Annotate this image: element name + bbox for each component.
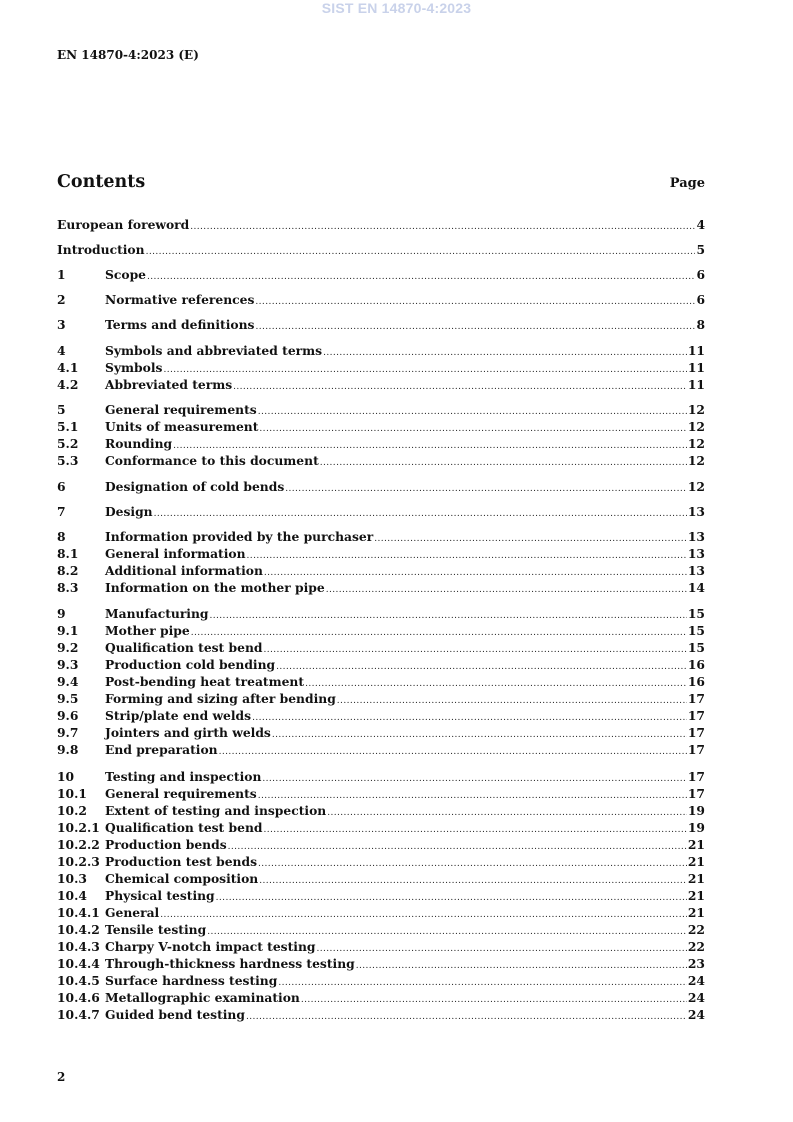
toc-entry-title: Forming and sizing after bending: [105, 691, 336, 706]
toc-entry-number: 10.2: [57, 803, 87, 818]
toc-entry-number: 10: [57, 769, 75, 784]
toc-entry[interactable]: [57, 741, 705, 758]
toc-entry-title: Physical testing: [105, 888, 215, 903]
toc-entry[interactable]: [57, 768, 705, 785]
toc-entry[interactable]: [57, 989, 705, 1006]
toc-entry-title: Production bends: [105, 837, 227, 852]
toc-entry[interactable]: [57, 376, 705, 393]
dot-leader: [255, 294, 695, 311]
toc-entry-number: 9.1: [57, 623, 79, 638]
toc-entry-page: 17: [687, 742, 705, 757]
toc-entry-page: 5: [696, 242, 705, 257]
toc-entry-title: Abbreviated terms: [105, 377, 233, 392]
toc-entry-page: 17: [687, 691, 705, 706]
toc-entry-title: Surface hardness testing: [105, 973, 278, 988]
toc-entry-number: 10.1: [57, 786, 87, 801]
toc-entry-page: 22: [687, 922, 705, 937]
toc-entry-page: 12: [687, 479, 705, 494]
toc-entry[interactable]: [57, 802, 705, 819]
toc-entry-title: Tensile testing: [105, 922, 207, 937]
toc-entry-page: 12: [687, 453, 705, 468]
toc-entry[interactable]: [57, 528, 705, 545]
toc-entry-number: 10.3: [57, 871, 87, 886]
toc-entry[interactable]: [57, 241, 705, 258]
toc-entry-title: Introduction: [57, 242, 145, 257]
toc-entry-number: 10.2.2: [57, 837, 100, 852]
toc-entry-number: 10.4.3: [57, 939, 100, 954]
toc-entry-number: 8.1: [57, 546, 79, 561]
toc-entry-number: 9.3: [57, 657, 79, 672]
toc-entry-title: Information on the mother pipe: [105, 580, 325, 595]
toc-entry-number: 5: [57, 402, 66, 417]
toc-entry-page: 15: [687, 606, 705, 621]
toc-entry-number: 9.8: [57, 742, 79, 757]
toc-entry-page: 13: [687, 546, 705, 561]
toc-entry-number: 9.7: [57, 725, 79, 740]
toc-entry-number: 10.4.7: [57, 1007, 100, 1022]
toc-entry-title: General: [105, 905, 160, 920]
toc-entry-page: 8: [696, 317, 705, 332]
document-id: EN 14870-4:2023 (E): [57, 48, 199, 62]
toc-entry-title: Mother pipe: [105, 623, 190, 638]
toc-entry-title: Post-bending heat treatment: [105, 674, 305, 689]
toc-entry[interactable]: [57, 1006, 705, 1023]
toc-entry-title: Metallographic examination: [105, 990, 300, 1005]
toc-entry-page: 14: [687, 580, 705, 595]
toc-entry[interactable]: [57, 656, 705, 673]
toc-entry[interactable]: [57, 266, 705, 283]
toc-entry-title: Symbols: [105, 360, 163, 375]
toc-entry-page: 12: [687, 436, 705, 451]
toc-entry-number: 10.4.2: [57, 922, 100, 937]
toc-entry-number: 9.2: [57, 640, 79, 655]
toc-entry-page: 12: [687, 402, 705, 417]
toc-entry[interactable]: [57, 870, 705, 887]
toc-entry-title: European foreword: [57, 217, 190, 232]
toc-entry-number: 6: [57, 479, 66, 494]
toc-entry-number: 3: [57, 317, 66, 332]
toc-entry-page: 19: [687, 803, 705, 818]
toc-entry-number: 4: [57, 343, 66, 358]
toc-entry[interactable]: [57, 938, 705, 955]
toc-entry[interactable]: [57, 853, 705, 870]
toc-entry-page: 16: [687, 657, 705, 672]
dot-leader: [233, 379, 687, 396]
dot-leader: [285, 481, 687, 498]
toc-entry-page: 21: [687, 854, 705, 869]
toc-entry-page: 24: [687, 973, 705, 988]
page-number: 2: [57, 1070, 66, 1084]
toc-entry-page: 21: [687, 871, 705, 886]
toc-entry-title: Additional information: [105, 563, 263, 578]
toc-entry[interactable]: [57, 478, 705, 495]
toc-entry-number: 9.6: [57, 708, 79, 723]
toc-entry-title: Qualification test bend: [105, 820, 263, 835]
dot-leader: [320, 455, 687, 472]
toc-entry[interactable]: [57, 785, 705, 802]
toc-entry-title: Production cold bending: [105, 657, 276, 672]
toc-entry-page: 21: [687, 888, 705, 903]
toc-entry-title: Guided bend testing: [105, 1007, 245, 1022]
toc-entry-title: Conformance to this document: [105, 453, 319, 468]
contents-heading: Contents: [57, 172, 146, 192]
toc-entry-number: 7: [57, 504, 66, 519]
toc-entry-page: 6: [696, 292, 705, 307]
toc-entry-number: 9.4: [57, 674, 79, 689]
toc-entry[interactable]: [57, 562, 705, 579]
toc-entry-title: Scope: [105, 267, 146, 282]
toc-entry-title: Symbols and abbreviated terms: [105, 343, 323, 358]
toc-entry-title: General requirements: [105, 786, 257, 801]
toc-entry[interactable]: [57, 435, 705, 452]
toc-entry[interactable]: [57, 622, 705, 639]
toc-entry-number: 10.2.3: [57, 854, 100, 869]
toc-entry[interactable]: [57, 452, 705, 469]
toc-entry-number: 10.4: [57, 888, 87, 903]
toc-entry[interactable]: [57, 291, 705, 308]
toc-entry-number: 5.2: [57, 436, 79, 451]
toc-entry[interactable]: [57, 216, 705, 233]
toc-entry-title: Jointers and girth welds: [105, 725, 271, 740]
toc-entry-page: 11: [687, 343, 705, 358]
toc-entry-page: 6: [696, 267, 705, 282]
toc-entry-page: 16: [687, 674, 705, 689]
toc-entry-title: Information provided by the purchaser: [105, 529, 374, 544]
dot-leader: [146, 244, 696, 261]
toc-entry-page: 24: [687, 990, 705, 1005]
toc-entry[interactable]: [57, 401, 705, 418]
toc-entry-number: 5.1: [57, 419, 79, 434]
dot-leader: [246, 1009, 687, 1026]
toc-entry-page: 17: [687, 708, 705, 723]
toc-entry[interactable]: [57, 836, 705, 853]
page-column-heading: Page: [669, 176, 705, 191]
toc-entry-number: 8.2: [57, 563, 79, 578]
toc-entry-page: 21: [687, 837, 705, 852]
toc-entry-page: 13: [687, 504, 705, 519]
toc-entry[interactable]: [57, 639, 705, 656]
toc-entry[interactable]: [57, 316, 705, 333]
toc-entry-title: Manufacturing: [105, 606, 209, 621]
toc-entry-title: General information: [105, 546, 246, 561]
toc-entry-title: Qualification test bend: [105, 640, 263, 655]
dot-leader: [147, 269, 695, 286]
dot-leader: [190, 219, 695, 236]
dot-leader: [154, 506, 687, 523]
dot-leader: [326, 582, 687, 599]
toc-entry[interactable]: [57, 418, 705, 435]
toc-entry[interactable]: [57, 579, 705, 596]
toc-entry-page: 19: [687, 820, 705, 835]
toc-entry-title: Units of measurement: [105, 419, 259, 434]
toc-entry-number: 10.4.4: [57, 956, 100, 971]
toc-entry-page: 13: [687, 529, 705, 544]
toc-entry-page: 23: [687, 956, 705, 971]
toc-entry-title: Chemical composition: [105, 871, 259, 886]
toc-entry-page: 15: [687, 623, 705, 638]
toc-entry-number: 9: [57, 606, 66, 621]
toc-entry-title: Production test bends: [105, 854, 257, 869]
toc-entry-number: 8.3: [57, 580, 79, 595]
toc-entry[interactable]: [57, 707, 705, 724]
toc-entry[interactable]: [57, 690, 705, 707]
toc-entry-title: Rounding: [105, 436, 173, 451]
toc-entry-title: End preparation: [105, 742, 218, 757]
toc-entry[interactable]: [57, 972, 705, 989]
toc-entry-title: Design: [105, 504, 153, 519]
toc-entry[interactable]: [57, 724, 705, 741]
toc-entry-title: Strip/plate end welds: [105, 708, 252, 723]
toc-entry-title: General requirements: [105, 402, 257, 417]
toc-entry-page: 17: [687, 786, 705, 801]
toc-entry-page: 15: [687, 640, 705, 655]
toc-entry[interactable]: [57, 921, 705, 938]
toc-entry-page: 24: [687, 1007, 705, 1022]
toc-entry[interactable]: [57, 545, 705, 562]
toc-entry-page: 21: [687, 905, 705, 920]
toc-entry[interactable]: [57, 887, 705, 904]
toc-entry[interactable]: [57, 904, 705, 921]
toc-entry-page: 11: [687, 377, 705, 392]
watermark: SIST EN 14870-4:2023: [321, 0, 472, 16]
toc-entry-number: 4.1: [57, 360, 79, 375]
toc-entry-number: 10.4.1: [57, 905, 100, 920]
toc-entry-number: 10.2.1: [57, 820, 100, 835]
toc-entry[interactable]: [57, 819, 705, 836]
toc-entry[interactable]: [57, 673, 705, 690]
dot-leader: [255, 319, 695, 336]
toc-entry-page: 12: [687, 419, 705, 434]
toc-entry-page: 11: [687, 360, 705, 375]
dot-leader: [219, 744, 687, 761]
toc-entry-title: Charpy V-notch impact testing: [105, 939, 316, 954]
toc-entry-page: 13: [687, 563, 705, 578]
toc-entry-title: Normative references: [105, 292, 255, 307]
toc-entry-number: 10.4.6: [57, 990, 100, 1005]
toc-entry-page: 17: [687, 725, 705, 740]
toc-entry-number: 2: [57, 292, 66, 307]
toc-entry[interactable]: [57, 342, 705, 359]
toc-entry-number: 8: [57, 529, 66, 544]
toc-entry-number: 5.3: [57, 453, 79, 468]
toc-entry[interactable]: [57, 605, 705, 622]
toc-entry[interactable]: [57, 503, 705, 520]
toc-entry-title: Through-thickness hardness testing: [105, 956, 355, 971]
toc-entry-title: Designation of cold bends: [105, 479, 285, 494]
toc-entry-title: Extent of testing and inspection: [105, 803, 327, 818]
toc-entry[interactable]: [57, 359, 705, 376]
toc-entry-number: 9.5: [57, 691, 79, 706]
toc-entry[interactable]: [57, 955, 705, 972]
toc-entry-number: 1: [57, 267, 66, 282]
toc-entry-title: Testing and inspection: [105, 769, 262, 784]
toc-entry-page: 22: [687, 939, 705, 954]
toc-entry-title: Terms and definitions: [105, 317, 255, 332]
toc-entry-page: 4: [696, 217, 705, 232]
toc-entry-page: 17: [687, 769, 705, 784]
toc-entry-number: 4.2: [57, 377, 79, 392]
toc-entry-number: 10.4.5: [57, 973, 100, 988]
